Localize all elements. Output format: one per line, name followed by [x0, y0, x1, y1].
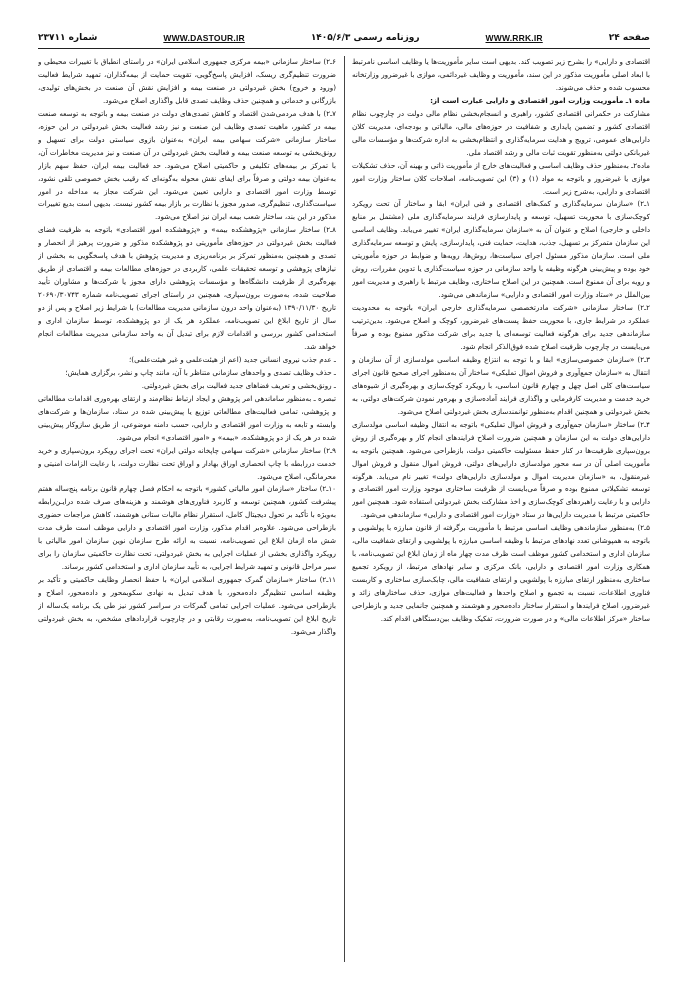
paragraph: ۱ـ۲) «سازمان سرمایه‌گذاری و کمک‌های اقتصادی و فنی ایران» ابقا و ساختار آن تحت رویکرد کوچک‌سازی با محوریت تسهیل، توسعه و پایدارسازی فرایند سرمایه‌گذاری ملی (مشتمل بر منابع داخلی و خارجی) اصلاح و عنوان آن به «سازمان سرمایه‌گذاری ایران» تغییر می‌یابد. وظایف اساسی این سازمان متمرکز بر تسهیل، جذب، هدایت، حمایت فنی، پایدارسازی، پایش و توسعه سرمایه‌گذاری ملی است. سازمان مذکور مسئول اجرای سیاست‌ها، روش‌ها، رویه‌ها و ضوابط در حوزه مأموریتی خود بوده و پیش‌بینی هرگونه وظیفه یا واحد سازمانی در حوزه سیاست‌گذاری یا تدوین مقررات، روش و رویه برای آن ممنوع است. همچنین در این اصلاح ساختاری، وظایف مرتبط با راهبری و مدیریت امور بین‌الملل در «ستاد وزارت امور اقتصادی و دارایی» سازماندهی می‌شود. — [352, 199, 650, 300]
list-item: ـ رونق‌بخشی و تعریف فضاهای جدید فعالیت برای بخش غیردولتی. — [141, 380, 336, 390]
paragraph: ۶ـ۲) ساختار سازمانی «بیمه مرکزی جمهوری اسلامی ایران» در راستای انطباق با تغییرات محیطی و ضرورت تنظیم‌گری ریسک، افزایش پاسخ‌گویی، تقویت حمایت از بیمه‌گذاران، تمهید شرایط فعالیت (ورود و خروج) بخش غیردولتی در صنعت بیمه و افزایش نقش آن صنعت در بخش‌های تولیدی، بازرگانی و خدماتی و همچنین حذف وظایف تصدی قابل واگذاری اصلاح می‌شود. — [38, 57, 336, 105]
dastour-website-link[interactable]: WWW.DASTOUR.IR — [163, 33, 245, 43]
header-rule — [38, 48, 650, 49]
paragraph: ۴ـ۲) ساختار «سازمان جمع‌آوری و فروش اموال تملیکی» باتوجه به انتقال وظیفه اساسی مولدسازی دارایی‌های دولت به این سازمان و همچنین ضرورت اصلاح فرایندهای انجام کار و بهره‌گیری از روش برون‌سپاری ظرفیت‌ها در کنار حفظ مسئولیت حاکمیتی دولت، بازطراحی می‌شود. همچنین باتوجه به مأموریت اصلی آن در سه محور مولدسازی دارایی‌های دولتی، فروش اموال منقول و فروش اموال غیرمنقول، به «سازمان مدیریت اموال و مولدسازی دارایی‌های دولت» تغییر نام می‌یابد. هرگونه توسعه تشکیلاتی ممنوع بوده و صرفاً می‌بایست از ظرفیت ساختاری موجود وزارت امور اقتصادی و دارایی و با رعایت راهبردهای کوچک‌سازی و اخذ مشارکت بخش غیردولتی استفاده شود. همچنین امور حاکمیتی مرتبط با مدیریت دارایی‌ها در ستاد «وزارت امور اقتصادی و دارایی» سازماندهی می‌شود. — [352, 419, 650, 520]
paragraph: ۲ـ۲) ساختار سازمانی «شرکت مادرتخصصی سرمایه‌گذاری خارجی ایران» باتوجه به محدودیت عملکرد در شرایط جاری، با محوریت حفظ پست‌های غیرضرور، کوچک و اصلاح می‌شود. بدین‌ترتیب سازماندهی جدید برای هرگونه فعالیت توسعه‌ای یا جدید برای شرکت مذکور ممنوع بوده و صرفاً می‌بایست در چارچوب ظرفیت اصلاح شده فوق‌الذکر انجام شود. — [352, 303, 650, 351]
paragraph: ۱۱ـ۲) ساختار «سازمان گمرک جمهوری اسلامی ایران» با حفظ انحصار وظایف حاکمیتی و تأکید بر وظیفه اساسی تنظیم‌گر داده‌محور، با هدف تبدیل به نهادی سکوبمحور و داده‌محور، اصلاح و بازطراحی می‌شود. عملیات اجرایی تمامی گمرکات در سراسر کشور نیز طی یک برنامه یک‌ساله از تاریخ ابلاغ این تصویب‌نامه، به‌صورت رقابتی و در چارچوب قراردادهای مشخص، به بخش غیردولتی واگذار می‌شود. — [38, 575, 336, 636]
rrk-website-link[interactable]: WWW.RRK.IR — [485, 33, 543, 43]
paragraph: اقتصادی و دارایی» را بشرح زیر تصویب کند. بدیهی است سایر مأموریت‌ها یا وظایف اساسی نامرتبط با ابعاد اصلی مأموریت مذکور در این سند، مأموریت و وظایف غیردائمی، موازی با غیرضرور وزارتخانه محسوب شده و حذف می‌شوند. — [352, 57, 650, 92]
page-header — [38, 30, 650, 46]
paragraph: ۳ـ۲) «سازمان خصوصی‌سازی» ابقا و با توجه به انتزاع وظیفه اساسی مولدسازی از آن سازمان و انتقال به «سازمان جمع‌آوری و فروش اموال تملیکی» ساختار آن به‌منظور اجرای صحیح قانون اجرای سیاست‌های کلی اصل چهل و چهارم قانون اساسی، با رویکرد کوچک‌سازی و بهره‌گیری از شیوه‌های خرید خدمت و مدیریت کارفرمایی و واگذاری فرایند آماده‌سازی و بهره‌ور نمودن شرکت‌های دولتی، به بخش غیردولتی و همچنین اقدام به‌منظور توانمندسازی بخش غیردولتی اصلاح می‌شود. — [352, 354, 650, 416]
right-column — [352, 56, 650, 962]
paragraph: ۵ـ۲) به‌منظور سازماندهی وظایف اساسی مرتبط با مأموریت برگرفته از قانون مبارزه با پولشویی و باتوجه به همپوشانی تعدد نهادهای مرتبط با وظیفه اساسی مبارزه با پولشویی و ارتقای شفافیت مالی، سازمان اداری و استخدامی کشور موظف است ظرف مدت چهار ماه از زمان ابلاغ این تصویب‌نامه، با همکاری وزارت امور اقتصادی و دارایی، بانک مرکزی و سایر نهادهای مرتبط، از رویکرد تجمیع ساختاری به‌منظور ارتقای مبارزه با پولشویی و ارتقای شفافیت مالی، چابک‌سازی ساختاری و کاربست فناوری اطلاعات، نسبت به تجمیع و اصلاح واحدها و فعالیت‌های موازی، حذف ساختارهای زائد و غیرضرور، اصلاح فرایندها و استقرار ساختار داده‌محور و هوشمند و همچنین جانمایی جدید و بازطراحی ساختار «مرکز اطلاعات مالی» و در صورت ضرورت، تفکیک وظایف بین‌دستگاهی اقدام کند. — [352, 523, 650, 623]
page-number: صفحه ۲۴ — [608, 33, 650, 43]
list-item: ـ حذف وظایف تصدی و واحدهای سازمانی متناظر با آن، مانند چاپ و نشر، برگزاری همایش؛ — [65, 367, 336, 377]
left-column — [38, 56, 336, 962]
paragraph: ۱۰ـ۲) ساختار «سازمان امور مالیاتی کشور» باتوجه به احکام فصل چهارم قانون برنامه پنج‌ساله هفتم پیشرفت کشور، همچنین توسعه و کاربرد فناوری‌های هوشمند و هزینه‌های صرف شده درایـن‌رابطه به‌ویژه با تأکید بر تحول دیجیتال کامل، استقرار نظام مالیات ستانی هوشمند، کاهش مراجعات حضوری بازطراحی می‌شود. علاوه‌بر اقدام مذکور، وزارت امور اقتصادی و دارایی موظف است طرف مدت شش ماه ازمان ابلاغ این تصویب‌نامه، نسبت به ارائه طرح سازمان نوین سازمان امور مالیاتی با رویکرد واگذاری بخشی از عملیات اجرایی به بخش غیردولتی، تحت نظارت حاکمیتی سازمان را برای سیر مراحل قانونی و تمهید شرایط اجرایی، به تأیید سازمان اداری و استخدامی کشور برساند. — [38, 484, 336, 572]
note-paragraph: تبصره ـ به‌منظور ساماندهی امر پژوهش و ایجاد ارتباط نظام‌مند و ارتقای بهره‌وری اقدامات مطالعاتی و پژوهشی، تمامی فعالیت‌های مطالعاتی توزیع یا پیش‌بینی شده در ستاد، سازمان‌ها و شرکت‌های وابسته و تابعه به وزارت امور اقتصادی و دارایی، حسب دامنه موضوعی، از طریق سازوکار پیش‌بینی شده در هر یک از دو پژوهشکده، «بیمه» و «امور اقتصادی» انجام می‌شود. — [38, 393, 336, 442]
paragraph: ۹ـ۲) ساختار سازمانی «شرکت سهامی چاپخانه دولتی ایران» تحت اجرای رویکرد برون‌سپاری و خرید خدمت دررابطه با چاپ انحصاری اوراق بهادار و اوراق تحت نظارت دولت، با رعایت الزامات امنیتی و محرمانگی، اصلاح می‌شود. — [38, 445, 336, 481]
paragraph: مشارکت در حکمرانی اقتصادی کشور، راهبری و انسجام‌بخشی نظام مالی دولت در چارچوب نظام اقتصادی کشور و تضمین پایداری و شفافیت در حوزه‌های مالی، مالیاتی و بودجه‌ای، مدیریت کلان دارایی‌های عمومی، ترویج و هدایت سرمایه‌گذاری و انتظام‌بخشی به اداره شرکت‌ها و مؤسسات مالی غیربانکی دولتی به‌منظور تقویت ثبات مالی و رشد اقتصاد ملی. — [352, 108, 650, 157]
paragraph: ۷ـ۲) با هدف مردمی‌شدن اقتصاد و کاهش تصدی‌های دولت در صنعت بیمه و باتوجه به توسعه صنعت بیمه در کشور، ماهیت تصدی وظایف این صنعت و نیز رشد فعالیت بخش غیردولتی در این حوزه، ساختار سازمانی «شرکت سهامی بیمه ایران» به‌عنوان بازوی سیاستی دولت برای تسهیل و رونق‌بخشی به توسعه صنعت بیمه و فعالیت بخش غیردولتی در آن صنعت و نیز مدیریت مخاطرات آن، با تمرکز بر بیمه‌های تکلیفی و حاکمیتی اصلاح می‌شود. حد فعالیت بیمه ایران، حفظ سهم بازار به‌عنوان بیمه دولتی و صرفاً برای ایفای نقش محوله به‌گونه‌ای که رقیب بخش خصوصی تلقی نشود، توسط وزارت امور اقتصادی و دارایی تعیین می‌شود. این شرکت مجاز به مداخله در امور سیاست‌گذاری، تنظیم‌گری، صدور مجوز یا نظارت بر بازار بیمه کشور نیست. بدیهی است بدیع تغییرات مذکور در این بند، ساختار شعب بیمه ایران نیز اصلاح می‌شود. — [38, 108, 336, 222]
paragraph: ۸ـ۲) ساختار سازمانی «پژوهشکده بیمه» و «پژوهشکده امور اقتصادی» باتوجه به ظرفیت فضای فعالیت بخش غیردولتی در حوزه‌های مأموریتی دو پژوهشکده مذکور و ضرورت پرهیز از انحصار و تصدی و همچنین به‌منظور تمرکز بر برنامه‌ریزی و مدیریت پژوهش با هدف پاسخگویی به بخشی از نیازهای پژوهشی و توسعه تحقیقات علمی، کاربردی در حوزه‌های مطالعات بیمه و اقتصادی از طریق بهره‌گیری از ظرفیت دانشگاه‌ها و مؤسسات پژوهشی دارای مجوز یا شرکت‌ها و مشاوران تأیید صلاحیت شده، به‌صورت برون‌سپاری، همچنین در راستای اجرای تصویب‌نامه شماره ۲۰۶۹۰/۳۰۷۴۳ تاریخ ۱۳۹۰/۱۱/۳۰ (به‌عنوان واحد درون سازمانی مدیریت مطالعات) با شرایط زیر اصلاح و پس از دو سال از تاریخ ابلاغ این تصویب‌نامه، عملکرد هر یک از دو پژوهشکده، توسط سازمان اداری و استخدامی کشور بررسی و اقدامات لازم برای تبدیل آن به واحد سازمانی مدیریت مطالعات انجام خواهد شد. — [38, 225, 336, 351]
paragraph: ماده۲ـ به‌منظور حذف وظایف اساسی و فعالیت‌های خارج از مأموریت ذاتی و بهینه آن، حذف تشکیلات موازی یا غیرضرور و باتوجه به مواد (۱) و (۳) این تصویب‌نامه، اصلاحات کلان ساختار وزارت امور اقتصادی و دارایی، به‌شرح زیر است. — [352, 160, 650, 196]
page-body — [38, 56, 650, 962]
issue-number: شماره ۲۳۷۱۱ — [38, 33, 98, 43]
gazette-date: روزنامه رسمی ۱۴۰۵/۶/۳ — [310, 33, 420, 43]
article-heading: ماده ۱ـ مأموریت وزارت امور اقتصادی و دارایی عبارت است از: — [430, 95, 650, 105]
list-item: ـ عدم جذب نیروی انسانی جدید (اعم از هیئت‌علمی و غیر هیئت‌علمی)؛ — [129, 354, 336, 364]
